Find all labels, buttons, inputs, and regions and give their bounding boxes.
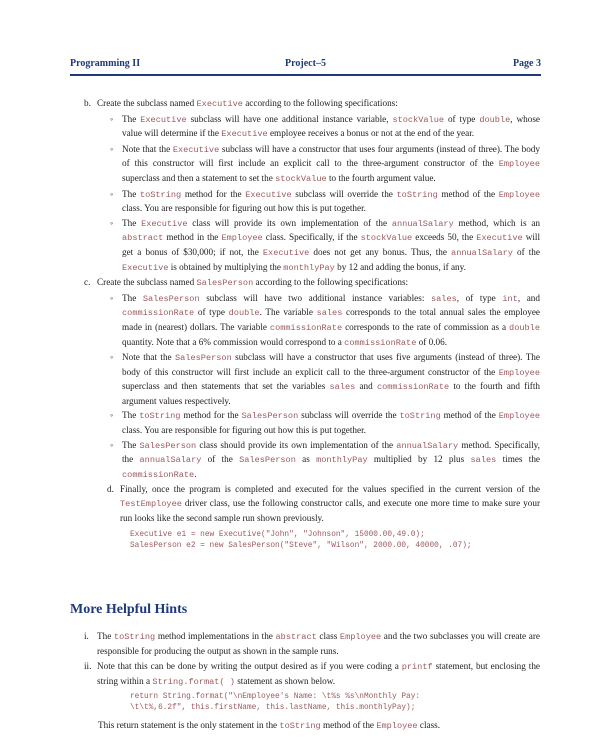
code-term: stockValue <box>360 233 413 244</box>
hint-marker: ii. <box>84 661 92 672</box>
section-title: More Helpful Hints <box>70 602 188 617</box>
code-term: Executive <box>476 233 523 244</box>
hint-item <box>84 660 540 689</box>
bullet-icon: ◦ <box>110 113 114 124</box>
code-term: double <box>509 322 540 333</box>
list-item <box>110 351 540 408</box>
bullet-icon: ◦ <box>110 439 114 450</box>
code-term: Employee <box>498 411 541 422</box>
code-term: SalesPerson <box>241 411 299 422</box>
code-term: SalesPerson <box>239 455 296 466</box>
code-term: annualSalary <box>139 455 202 466</box>
constructor-calls-code <box>130 530 540 552</box>
code-term: Executive <box>141 218 188 229</box>
hints-list <box>84 630 540 734</box>
code-term: commissionRate <box>376 382 450 393</box>
code-term: sales <box>430 293 457 304</box>
code-line: return String.format("\nEmployee's Name: \t%s %s\nMonthly Pay: <box>130 693 421 702</box>
code-term: SalesPerson <box>139 440 197 451</box>
code-term: abstract <box>122 233 164 244</box>
page-header <box>70 58 541 72</box>
bullet-icon: ◦ <box>110 352 114 363</box>
code-term: Executive <box>262 247 310 258</box>
list-item <box>110 113 540 142</box>
code-term: toString <box>396 189 438 200</box>
code-term: toString <box>113 632 156 642</box>
list-item <box>110 143 540 187</box>
bullet-icon: ◦ <box>110 143 114 154</box>
code-term: sales <box>329 382 356 393</box>
list-item-text: The Executive subclass will have one additional instance variable, stockValue of type double, whose value will determine if the Executive employee receives a bonus or not at the end of the year. <box>122 113 540 140</box>
code-term: toString <box>139 189 182 200</box>
code-term: Employee <box>498 159 540 170</box>
item-c-intro: Create the subclass named SalesPerson according to the following specifications: <box>97 277 409 289</box>
bullet-icon: ◦ <box>110 217 114 228</box>
code-term: Executive <box>172 144 220 155</box>
item-d-marker: d. <box>107 484 114 495</box>
project-title: Project–5 <box>285 58 326 69</box>
code-line: \t\t%,6.2f", this.firstName, this.lastName, this.monthlyPay); <box>130 704 416 713</box>
code-term: monthlyPay <box>316 455 368 466</box>
instructions-body <box>84 97 540 552</box>
course-title: Programming II <box>70 58 141 69</box>
item-b-marker: b. <box>84 98 91 108</box>
code-term: toString <box>399 411 441 422</box>
code-term: stockValue <box>275 173 327 184</box>
code-term: monthlyPay <box>283 262 335 273</box>
code-term: sales <box>316 308 343 319</box>
code-line: SalesPerson e2 = new SalesPerson("Steve", "Wilson", 2000.00, 40000, .07); <box>130 542 472 551</box>
bullet-icon: ◦ <box>110 410 114 421</box>
code-term: Employee <box>376 721 418 732</box>
code-term: printf <box>401 662 433 673</box>
code-term: SalesPerson <box>142 293 200 304</box>
item-b-bullets <box>110 113 540 276</box>
item-c <box>84 276 540 291</box>
code-term: double <box>228 308 260 319</box>
code-line: Executive e1 = new Executive("John", "Johnson", 15000.00,49.0); <box>130 531 425 540</box>
page-number: Page 3 <box>512 58 541 69</box>
bullet-icon: ◦ <box>110 292 114 303</box>
list-item-text: Note that the Executive subclass will have a constructor that uses four arguments (instead of three). The body of this constructor will first include an explicit call to the three-argument constructor of the Employee superclass and then a statement to set the stockValue to the fourth argument value. <box>122 143 540 184</box>
list-item <box>110 409 540 437</box>
list-item <box>110 188 540 216</box>
code-term: Employee <box>339 632 382 642</box>
list-item-text: The toString method for the Executive subclass will override the toString method of the Employee class. You are responsible for figuring out how this is put together. <box>122 188 540 214</box>
code-term: double <box>479 114 511 125</box>
header-rule <box>70 74 541 76</box>
code-term: Executive <box>140 114 187 125</box>
code-term: sales <box>470 455 497 466</box>
code-term: int <box>502 293 518 304</box>
list-item <box>110 439 540 483</box>
item-d-text: Finally, once the program is completed and executed for the values specified in the current version of the TestEmployee driver class, use the following constructor calls, and execute one more time to make sure your run looks like the second sample run shown previously. <box>120 484 540 523</box>
code-term: TestEmployee <box>120 499 182 510</box>
list-item <box>110 217 540 275</box>
format-code <box>130 692 540 714</box>
list-item-text: The SalesPerson subclass will have two additional instance variables: sales, of type int, and commissionRate of type double. The variable sales corresponds to the total annual sales the employee made in (nearest) dollars. The variable commissionRate corresponds to the rate of commission as a double quantity. Note that a 6% commission would correspond to a commissionRate of 0.06. <box>122 292 540 348</box>
code-term: Executive <box>245 189 292 200</box>
code-term: commissionRate <box>344 337 417 348</box>
hint-item <box>84 630 540 658</box>
item-d <box>107 483 540 525</box>
hint-text: Note that this can be done by writing the output desired as if you were coding a printf statement, but enclosing the string within a String.format( ) statement as shown below. <box>97 661 540 687</box>
closing-note: This return statement is the only statement in the toString method of the Employee class. <box>98 720 441 732</box>
item-c-bullets <box>110 292 540 483</box>
code-term: commissionRate <box>269 322 343 333</box>
list-item-text: The SalesPerson class should provide its own implementation of the annualSalary method. Specifically, the annualSalary of the SalesPerson as monthlyPay multiplied by 12 plus sales times the commissionRate. <box>122 439 540 480</box>
list-item-text: Note that the SalesPerson subclass will have a constructor that uses five arguments (instead of three). The body of this constructor will first include an explicit call to the three-argument constructor of the Employee superclass and then statements that set the variables sales and commissionRate to the fourth and fifth argument values respectively. <box>122 352 540 406</box>
code-term: Employee <box>498 189 540 200</box>
code-term: annualSalary <box>451 247 513 258</box>
list-item-text: The toString method for the SalesPerson subclass will override the toString method of the Employee class. You are responsible for figuring out how this is put together. <box>122 410 541 436</box>
list-item-text: The Executive class will provide its own implementation of the annualSalary method, which is an abstract method in the Employee class. Specifically, if the stockValue exceeds 50, the Executive will get a bonus of $30,000; if not, the Executive does not get any bonus. Thus, the annualSalary of the Executive is obtained by multiplying the monthlyPay by 12 and adding the bonus, if any. <box>122 217 540 273</box>
code-term: commissionRate <box>122 469 195 480</box>
item-b <box>84 97 540 112</box>
hint-text: The toString method implementations in the abstract class Employee and the two subclasses you will create are responsible for producing the output as shown in the sample runs. <box>97 631 540 656</box>
code-term: Executive <box>122 262 169 273</box>
code-term: stockValue <box>392 114 445 125</box>
item-b-intro: Create the subclass named Executive according to the following specifications: <box>97 98 398 109</box>
item-c-marker: c. <box>84 277 91 288</box>
code-term: abstract <box>275 632 317 642</box>
code-term: String.format( ) <box>152 676 235 687</box>
code-term: Employee <box>221 233 263 244</box>
code-term: annualSalary <box>391 218 454 229</box>
code-term: toString <box>279 721 321 732</box>
code-term: commissionRate <box>122 308 195 319</box>
code-term: toString <box>139 411 181 422</box>
bullet-icon: ◦ <box>110 188 114 199</box>
list-item <box>110 292 540 350</box>
code-term: Employee <box>498 367 540 378</box>
code-term: annualSalary <box>396 440 459 451</box>
code-term: SalesPerson <box>175 353 232 364</box>
code-term: Executive <box>221 129 268 140</box>
hint-marker: i. <box>84 631 89 641</box>
